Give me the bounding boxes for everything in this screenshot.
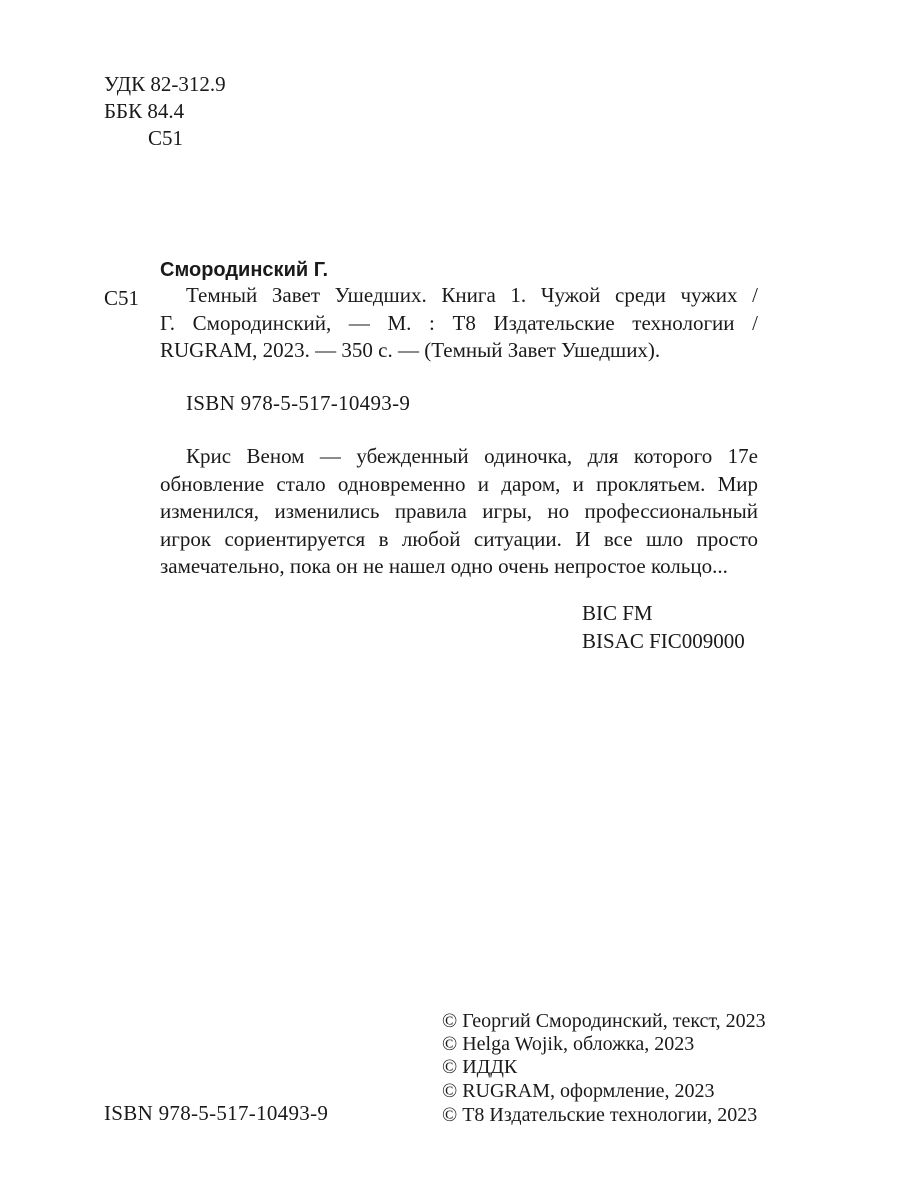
annotation-line: Крис Веном — убежденный одиночка, для которого 17е	[186, 444, 758, 468]
bisac-code: BISAC FIC009000	[582, 629, 745, 653]
isbn-top: ISBN 978-5-517-10493-9	[186, 391, 411, 415]
annotation-line: игрок сориентируется в любой ситуации. И все шло просто	[160, 526, 758, 551]
description-line: Темный Завет Ушедших. Книга 1. Чужой среди чужих /	[186, 283, 758, 307]
udk-code: УДК 82-312.9	[104, 72, 226, 96]
author-mark: С51	[148, 126, 184, 150]
margin-author-mark: С51	[104, 286, 140, 310]
description-line: RUGRAM, 2023. — 350 с. — (Темный Завет Ушедших).	[160, 338, 661, 362]
author-heading: Смородинский Г.	[160, 259, 329, 281]
description-line: Г. Смородинский, — М. : Т8 Издательские технологии /	[160, 310, 758, 335]
copyright-line: © RUGRAM, оформление, 2023	[442, 1080, 715, 1102]
copyright-line: © Т8 Издательские технологии, 2023	[442, 1104, 758, 1126]
isbn-bottom: ISBN 978-5-517-10493-9	[104, 1101, 329, 1125]
annotation-line: изменился, изменились правила игры, но профессиональный	[160, 499, 758, 523]
annotation-line: замечательно, пока он не нашел одно очень непростое кольцо...	[160, 554, 728, 578]
annotation-line: обновление стало одновременно и даром, и проклятьем. Мир	[160, 471, 758, 496]
annotation	[160, 443, 758, 581]
bic-code: BIC FM	[582, 601, 653, 625]
copyright-line: © Георгий Смородинский, текст, 2023	[442, 1010, 766, 1032]
copyright-line: © ИДДК	[442, 1056, 518, 1078]
copyright-line: © Helga Wojik, обложка, 2023	[442, 1033, 695, 1055]
bbk-code: ББК 84.4	[104, 99, 185, 123]
bibliographic-description	[160, 282, 758, 365]
